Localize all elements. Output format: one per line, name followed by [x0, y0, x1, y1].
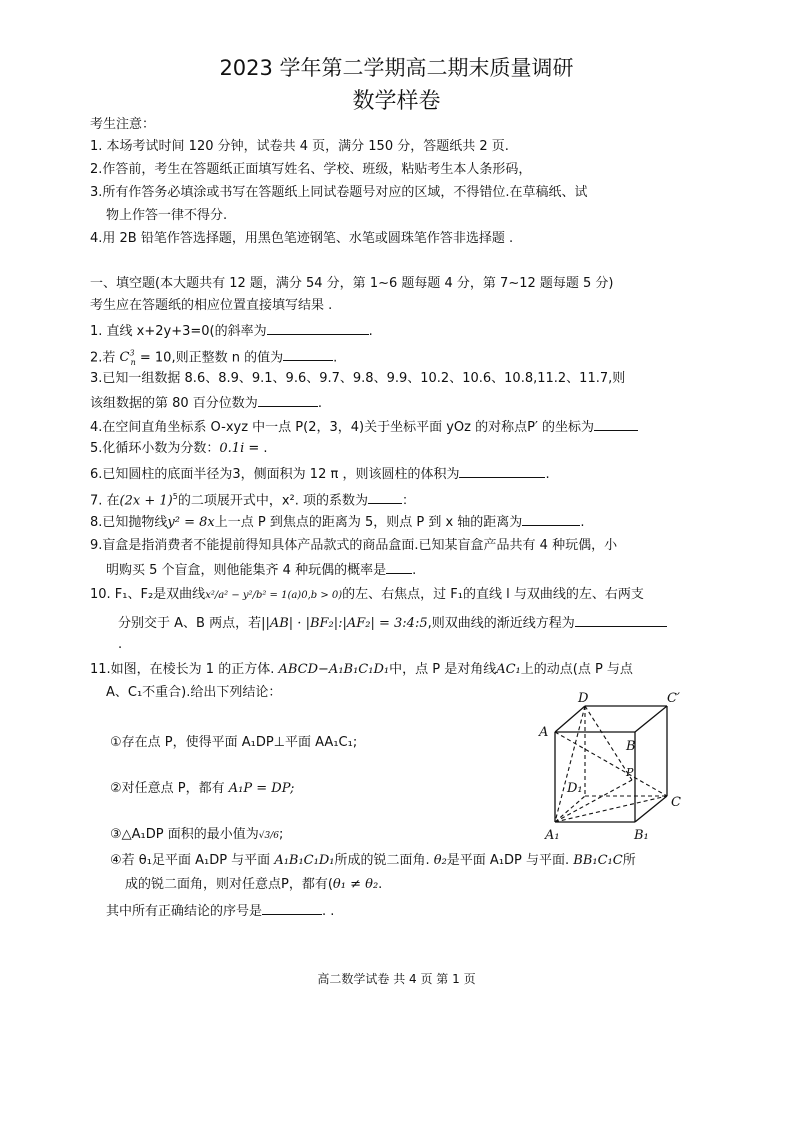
question-9-line-2: 明购买 5 个盲盒，则他能集齐 4 种玩偶的概率是 . — [106, 560, 416, 580]
question-7: 7. 在$(2x + 1)^5$的二项展开式中，x². 项的系数为 ： — [90, 492, 416, 509]
notice-item-2: 2.作答前，考生在答题纸正面填写姓名、学校、班级，粘贴考生本人条形码， — [90, 162, 532, 177]
statement-4-line-2: 成的锐二面角，则对任意点P，都有(θ₁ ≠ θ₂. — [125, 877, 383, 892]
edge-BC-prime — [635, 706, 667, 732]
notice-item-3-cont: 物上作答一律不得分. — [106, 208, 228, 223]
label-B1: B₁ — [634, 828, 649, 843]
statement-4-line-1: ④若 θ₁足平面 A₁DP 与平面 A₁B₁C₁D₁所成的锐二面角. θ₂是平面 A₁DP 与平面. BB₁C₁C所 — [110, 853, 636, 868]
question-3-line-1: 3.已知一组数据 8.6、8.9、9.1、9.6、9.7、9.8、9.9、10.2、10.6、10.8,11.2、11.7,则 — [90, 371, 626, 386]
section-heading: 一、填空题(本大题共有 12 题，满分 54 分，第 1~6 题每题 4 分，第 7~12 题每题 5 分) — [90, 276, 614, 291]
question-2: 2.若 $C^3_n = 10$,则正整数 n 的值为 . — [90, 349, 338, 367]
segment-DA1 — [555, 706, 585, 822]
answer-blank — [368, 490, 402, 504]
question-6: 6.已知圆柱的底面半径为3，侧面积为 12 π ，则该圆柱的体积为 . — [90, 464, 550, 484]
question-4: 4.在空间直角坐标系 O-xyz 中一点 P(2，3，4)关于坐标平面 yOz 的对称点P′ 的坐标为 — [90, 417, 638, 437]
statement-3: ③△A₁DP 面积的最小值为√3/6; — [110, 827, 284, 842]
label-A: A — [539, 725, 549, 740]
answer-blank — [575, 613, 667, 627]
answer-blank — [386, 560, 412, 574]
answer-blank — [459, 464, 545, 478]
question-11-conclusion: 其中所有正确结论的序号是 . . — [106, 901, 334, 921]
segment-DP — [585, 706, 632, 780]
notice-item-1: 1. 本场考试时间 120 分钟，试卷共 4 页，满分 150 分，答题纸共 2 页. — [90, 139, 509, 154]
answer-blank — [522, 512, 580, 526]
question-1: 1. 直线 x+2y+3=0(的斜率为 . — [90, 321, 373, 341]
label-P: P — [626, 766, 634, 779]
question-10-line-3: . — [118, 637, 123, 652]
notice-item-4: 4.用 2B 铅笔作答选择题，用黑色笔迹钢笔、水笔或圆珠笔作答非选择题 . — [90, 231, 514, 246]
question-11-line-1: 11.如图，在棱长为 1 的正方体. ABCD−A₁B₁C₁D₁中，点 P 是对角线AC₁上的动点(点 P 与点 — [90, 662, 633, 677]
question-2-text-b: = 10,则正整数 n 的值为 — [135, 350, 284, 366]
exam-subtitle: 数学样卷 — [352, 89, 441, 114]
answer-blank — [594, 417, 638, 431]
label-C: C — [671, 795, 681, 810]
edge-AD — [555, 706, 585, 732]
label-B: B — [626, 739, 636, 754]
notice-item-3: 3.所有作答务必填涂或书写在答题纸上同试卷题号对应的区域，不得错位.在草稿纸、试 — [90, 185, 588, 200]
statement-1: ①存在点 P，使得平面 A₁DP⊥平面 AA₁C₁; — [110, 735, 358, 750]
question-10-line-1: 10. F₁、F₂是双曲线x²/a² − y²/b² = 1(a)0,b > 0)的左、右焦点，过 F₁的直线 l 与双曲线的左、右两支 — [90, 587, 644, 602]
section-instruction: 考生应在答题纸的相应位置直接填写结果 . — [90, 298, 333, 313]
question-1-text: 1. 直线 x+2y+3=0(的斜率为 — [90, 324, 267, 339]
statement-2: ②对任意点 P，都有 A₁P = DP; — [110, 781, 295, 796]
question-9-line-1: 9.盲盒是指消费者不能提前得知具体产品款式的商品盒面.已知某盲盒产品共有 4 种玩偶，小 — [90, 538, 618, 553]
answer-blank — [283, 347, 333, 361]
answer-blank — [262, 901, 322, 915]
label-D1: D₁ — [567, 781, 583, 796]
question-11-line-2: A、C₁不重合).给出下列结论： — [106, 685, 282, 700]
question-5: 5.化循环小数为分数：0.1i = . — [90, 441, 268, 456]
label-D: D — [578, 692, 589, 706]
question-8: 8.已知抛物线y² = 8x上一点 P 到焦点的距离为 5，则点 P 到 x 轴的距离为 . — [90, 512, 584, 532]
question-10-line-2: 分别交于 A、B 两点，若||AB| · |BF₂|:|AF₂| = 3:4:5,则双曲线的渐近线方程为 — [118, 613, 667, 633]
question-2-text-a: 2.若 — [90, 350, 120, 366]
label-C-prime: C′ — [667, 692, 680, 706]
answer-blank — [267, 321, 369, 335]
question-3-line-2: 该组数据的第 80 百分位数为 . — [90, 393, 322, 413]
label-A1: A₁ — [545, 828, 560, 843]
exam-title: 2023 学年第二学期高二期末质量调研 — [219, 56, 574, 80]
cube-figure — [530, 692, 695, 852]
answer-blank — [258, 393, 318, 407]
notice-heading: 考生注意： — [90, 117, 156, 132]
question-2-math: $C^3_n$ — [119, 349, 136, 367]
page-footer: 高二数学试卷 共 4 页 第 1 页 — [317, 972, 476, 986]
